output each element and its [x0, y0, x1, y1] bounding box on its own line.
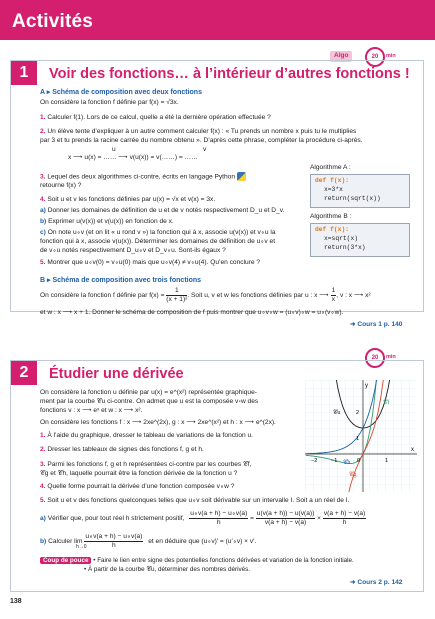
hint-line-2: • À partir de la courbe 𝒞u, déterminer des nombres dérivés. — [84, 566, 251, 573]
algo-badge: Algo — [330, 51, 352, 62]
question-5: 5. Montrer que u∘v(0) = v∘u(0) mais que u∘v(4) ≠ v∘u(4). Qu’en conclure ? — [40, 259, 261, 266]
composition-schema: x ⟶ u(x) = …… ⟶ v(u(x)) = v(……) = …… — [68, 154, 198, 161]
question-4a: a) Donner les domaines de définition de u et de v notés respectivement D_u et D_v. — [40, 207, 285, 214]
timer-icon: 20 — [365, 47, 385, 67]
tick-y-2: 2 — [356, 410, 360, 416]
timer-unit-2: min — [386, 354, 396, 360]
page-banner — [0, 0, 435, 40]
section-1-number: 1 — [11, 61, 37, 85]
graph-grid — [305, 380, 417, 492]
section-1-title: Voir des fonctions… à l’intérieur d’autres fonctions ! — [49, 66, 410, 82]
course-ref-2[interactable]: ➜ Cours 2 p. 142 — [350, 579, 403, 586]
tick-x-1: 1 — [385, 458, 389, 464]
tick-x-0: 0 — [357, 458, 361, 464]
question-2-line2: par 3 et tu prends la racine carrée du nombre obtenu ». D’après cette phrase, compléter la procédure ci-après. — [40, 137, 363, 144]
s2-question-5b: b) Calculer lim $\frac{u\circ v(a + h) - u\circ v(a)}{h}$ et en déduire que (u∘v)′ = (u′∘v) × v′. — [40, 533, 257, 549]
question-4c-line2: fonction qui à x, associe v(u(x)). Déterminer les domaines de définition de u∘v et — [40, 238, 276, 245]
section-2-title: Étudier une dérivée — [49, 366, 184, 382]
question-4: 4. Soit u et v les fonctions définies par u(x) = √x et v(x) = 3x. — [40, 196, 216, 203]
s2-intro-3: fonctions v : x ⟶ eˣ et w : x ⟶ x². — [40, 407, 143, 414]
part-b-title: B ▸ Schéma de composition avec trois fonctions — [40, 277, 202, 284]
algorithm-b-label: Algorithme B : — [310, 213, 352, 220]
s2-question-2: 2. Dresser les tableaux de signes des fonctions f, g et h. — [40, 446, 204, 453]
s2-question-3: 3. Parmi les fonctions f, g et h représentées ci-contre par les courbes 𝒞f, — [40, 461, 252, 468]
hint-tag: Coup de pouce — [40, 557, 91, 564]
tick-x-minus2: −2 — [311, 458, 318, 464]
part-a-intro: On considère la fonction f définie par f(x) = √3x. — [40, 99, 179, 106]
algorithm-a-code: def f(x): x=3*x return(sqrt(x)) — [310, 174, 410, 208]
function-graph — [305, 380, 417, 492]
y-axis-label: y — [365, 383, 368, 389]
s2-intro-2: ment par la courbe 𝒞u ci-contre. On admet que u est la composée v∘w des — [40, 398, 259, 405]
curve-label-g: 𝒞g — [349, 472, 357, 478]
question-4b: b) Exprimer u(v(x)) et v(u(x)) en fonction de x. — [40, 218, 174, 225]
section-2-number: 2 — [11, 361, 37, 385]
question-1: 1. Calculer f(1). Lors de ce calcul, quelle a été la dernière opération effectuée ? — [40, 114, 271, 121]
s2-question-5: 5. Soit u et v des fonctions quelconques telles que u∘v soit dérivable sur un intervalle I. Soit a un réel de I. — [40, 497, 350, 504]
question-3-line2: retourne f(x) ? — [40, 182, 82, 189]
limit-subscript: h→0 — [76, 544, 87, 550]
curve-label-h: 𝒞h — [343, 460, 351, 466]
timer-icon-2: 20 — [365, 348, 385, 368]
x-axis-label: x — [411, 447, 414, 453]
curve-label-f: 𝒞f — [383, 400, 390, 406]
question-4c: c) On note u∘v (et on lit « u rond v ») la fonction qui à x, associe u(v(x)) et v∘u la — [40, 229, 276, 236]
python-icon — [237, 172, 246, 181]
s2-intro-1: On considère la fonction u définie par u(x) = e^(x²) représentée graphique- — [40, 389, 257, 396]
question-3: 3. Lequel des deux algorithmes ci-contre, écrits en langage Python — [40, 172, 246, 181]
algorithm-b-code: def f(x): x=sqrt(x) return(3*x) — [310, 223, 410, 257]
question-2: 2. Un élève tente d’expliquer à un autre comment calculer f(x) : « Tu prends un nombre x puis tu le multiplies — [40, 128, 357, 135]
algorithm-a-label: Algorithme A : — [310, 164, 351, 171]
s2-functions: On considère les fonctions f : x ⟶ 2xe^(2x), g : x ⟶ 2xe^(x²) et h : x ⟶ e^(2x). — [40, 419, 276, 426]
tick-x-minus1: −1 — [331, 458, 338, 464]
part-b-statement-line2: et w : x ⟶ x + 1. Donner le schéma de composition de f puis montrer que u∘v∘w = (u∘v)∘w = u∘(v∘w). — [40, 309, 344, 316]
s2-question-3-line2: 𝒞g et 𝒞h, laquelle pourrait être la fonction dérivée de la fonction u ? — [40, 470, 238, 477]
s2-question-5a: a) Vérifier que, pour tout réel h strictement positif, $\frac{u\circ v(a + h) - u\circ v(a)}{h}$ = $\frac{u(v(a + h)) - u(v(a))}{v(a + h) - v(a)}$ × $\frac{v(a + h) - v(a)}{h}$ — [40, 510, 366, 526]
curve-label-u: 𝒞u — [333, 410, 341, 416]
course-ref-1[interactable]: ➜ Cours 1 p. 140 — [350, 321, 403, 328]
s2-question-1: 1. À l’aide du graphique, dresser le tableau de variations de la fonction u. — [40, 432, 253, 439]
s2-question-4: 4. Quelle forme pourrait la dérivée d’une fonction composée v∘w ? — [40, 483, 235, 490]
part-a-title: A ▸ Schéma de composition avec deux fonctions — [40, 89, 202, 96]
tick-y-1: 1 — [356, 436, 360, 442]
page-number: 138 — [10, 598, 22, 605]
banner-title: Activités — [12, 11, 94, 32]
question-4c-line3: de v∘u notés respectivement D_u∘v et D_v∘u. Sont-ils égaux ? — [40, 247, 226, 254]
part-b-statement: On considère la fonction f définie par f(x) = $\frac{1}{\text{(x + 1)²}}$ . Soit u, v et w les fonctions définies par u : x ⟶ $\frac{1}{x}$ , v : x ⟶ x² — [40, 287, 371, 303]
schema-v-label: v — [203, 146, 207, 153]
timer-unit: min — [386, 53, 396, 59]
schema-u-label: u — [112, 146, 116, 153]
hint-block: Coup de pouce • Faire le lien entre signe des potentielles fonctions dérivées et variation de la fonction initiale. — [40, 557, 354, 566]
